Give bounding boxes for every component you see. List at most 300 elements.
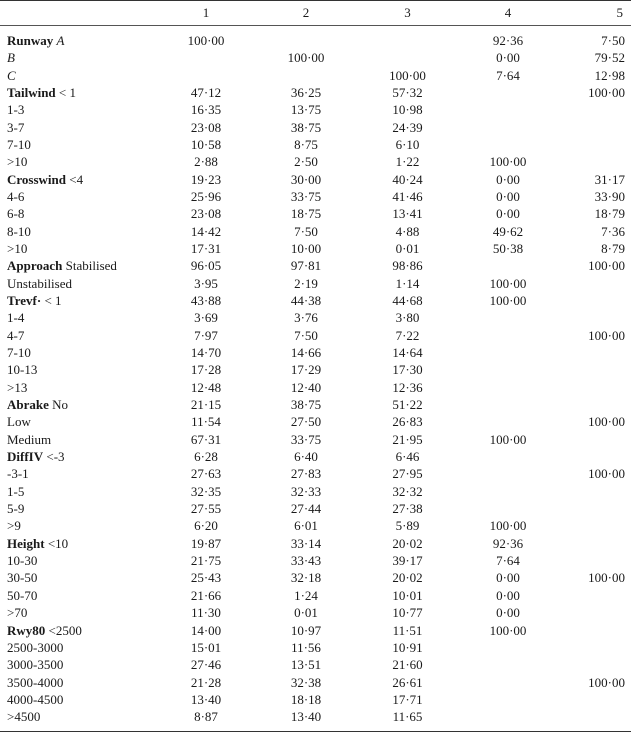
row-label	[0, 587, 156, 604]
table-body	[0, 26, 631, 732]
cell-cluster-5	[557, 292, 631, 309]
cell-cluster-4: 7·64	[496, 553, 520, 569]
cell-cluster-1: 27·46	[190, 657, 222, 673]
cell-cluster-5: 8·79	[601, 240, 625, 256]
table-row	[0, 274, 631, 291]
cell-cluster-1: 17·28	[190, 362, 222, 378]
table-header	[0, 1, 631, 26]
cell-cluster-5: 7·50	[601, 33, 625, 48]
category-label: 1-3	[7, 102, 25, 118]
cell-cluster-4	[459, 257, 557, 274]
row-label	[0, 535, 156, 552]
cell-cluster-1: 25·43	[190, 570, 222, 586]
table-row	[0, 673, 631, 690]
cell-cluster-4: 0·00	[496, 188, 520, 204]
table-row	[0, 517, 631, 534]
cell-cluster-2: 8·75	[294, 136, 318, 152]
cell-cluster-1: 3·69	[194, 310, 218, 326]
cell-cluster-4	[459, 84, 557, 101]
table-row	[0, 483, 631, 500]
cell-cluster-2: 10·00	[290, 240, 322, 256]
table-row	[0, 309, 631, 326]
cell-cluster-3: 26·61	[392, 674, 423, 690]
variable-name: Tailwind	[7, 84, 56, 100]
row-label	[0, 240, 156, 257]
category-label: Medium	[7, 431, 52, 447]
cell-cluster-2	[256, 26, 356, 50]
cell-cluster-5: 100·00	[588, 674, 625, 690]
cell-cluster-5	[557, 535, 631, 552]
category-label: Unstabilised	[7, 275, 72, 291]
cell-cluster-5	[557, 379, 631, 396]
cell-cluster-2: 33·14	[290, 535, 322, 551]
row-label	[0, 639, 156, 656]
table-bottom-rule	[0, 731, 631, 732]
cell-cluster-1: 10·58	[190, 136, 222, 152]
cell-cluster-1	[156, 66, 256, 83]
cell-cluster-3: 21·95	[392, 431, 423, 447]
cell-cluster-2: 18·75	[290, 206, 322, 222]
cell-cluster-3: 10·77	[392, 605, 423, 621]
cell-cluster-2: 1·24	[294, 587, 318, 603]
cell-cluster-1: 15·01	[190, 639, 222, 655]
row-label	[0, 465, 156, 482]
cell-cluster-3: 11·51	[392, 622, 423, 638]
cell-cluster-2: 12·40	[290, 379, 322, 395]
cell-cluster-5	[557, 361, 631, 378]
table-row	[0, 49, 631, 66]
row-label	[0, 413, 156, 430]
cell-cluster-1: 13·40	[190, 691, 222, 707]
variable-name: Abrake	[7, 397, 49, 413]
cell-cluster-1: 8·87	[194, 709, 218, 725]
cell-cluster-5	[557, 621, 631, 638]
cell-cluster-3: 98·86	[392, 258, 423, 274]
cell-cluster-3: 13·41	[392, 206, 423, 222]
table-row	[0, 621, 631, 638]
cell-cluster-4: 0·00	[496, 605, 520, 621]
row-label	[0, 621, 156, 638]
cell-cluster-3: 6·10	[395, 136, 420, 152]
category-label: -3-1	[7, 466, 29, 482]
table-row	[0, 344, 631, 361]
table-row	[0, 136, 631, 153]
row-label	[0, 292, 156, 309]
cell-cluster-3: 17·30	[392, 362, 423, 378]
cell-cluster-3: 5·89	[395, 518, 420, 534]
cell-cluster-5: 100·00	[588, 414, 625, 430]
category-label: B	[7, 50, 15, 66]
row-label	[0, 448, 156, 465]
cell-cluster-3: 17·71	[392, 691, 423, 707]
cell-cluster-4	[459, 465, 557, 482]
cell-cluster-2	[256, 66, 356, 83]
cell-cluster-5	[557, 396, 631, 413]
cell-cluster-1: 32·35	[190, 483, 222, 499]
category-label: A	[56, 33, 65, 48]
cell-cluster-2: 17·29	[290, 362, 322, 378]
cell-cluster-2: 38·75	[290, 119, 322, 135]
cell-cluster-4	[459, 708, 557, 731]
cell-cluster-3: 39·17	[392, 553, 423, 569]
table-row	[0, 465, 631, 482]
table-row	[0, 656, 631, 673]
cell-cluster-4	[459, 413, 557, 430]
cell-cluster-4	[459, 500, 557, 517]
table-row	[0, 153, 631, 170]
category-label: C	[7, 67, 16, 83]
cell-cluster-1: 25·96	[190, 188, 222, 204]
table-row	[0, 708, 631, 731]
cell-cluster-2: 27·50	[290, 414, 322, 430]
cell-cluster-4: 0·00	[496, 587, 520, 603]
cell-cluster-4	[459, 379, 557, 396]
category-label: 4-7	[7, 327, 25, 343]
header-cluster-4: 4	[504, 5, 512, 20]
cell-cluster-5	[557, 153, 631, 170]
cell-cluster-3: 10·01	[392, 587, 423, 603]
table-row	[0, 118, 631, 135]
cell-cluster-1: 19·87	[190, 535, 222, 551]
category-label: <4	[69, 171, 84, 187]
cell-cluster-1: 23·08	[190, 206, 222, 222]
cell-cluster-4	[459, 639, 557, 656]
table-row	[0, 222, 631, 239]
cell-cluster-4	[459, 344, 557, 361]
cell-cluster-3: 3·80	[395, 310, 420, 326]
category-label: 50-70	[7, 587, 38, 603]
cell-cluster-4	[459, 101, 557, 118]
cell-cluster-2: 32·33	[290, 483, 322, 499]
cell-cluster-1: 12·48	[190, 379, 222, 395]
row-label	[0, 222, 156, 239]
category-label: 5-9	[7, 501, 25, 517]
row-label	[0, 327, 156, 344]
cell-cluster-2: 33·43	[290, 553, 322, 569]
cell-cluster-1	[156, 49, 256, 66]
cell-cluster-1: 21·28	[190, 674, 222, 690]
cell-cluster-3: 12·36	[392, 379, 423, 395]
table-row	[0, 448, 631, 465]
cell-cluster-5: 31·17	[594, 171, 625, 187]
table-row	[0, 188, 631, 205]
cell-cluster-4	[459, 327, 557, 344]
category-label: < 1	[44, 292, 62, 308]
row-label	[0, 379, 156, 396]
cell-cluster-5: 7·36	[601, 223, 625, 239]
row-label	[0, 569, 156, 586]
cell-cluster-3: 11·65	[392, 709, 423, 725]
cell-cluster-3: 41·46	[392, 188, 423, 204]
cell-cluster-2: 7·50	[294, 327, 318, 343]
row-label	[0, 517, 156, 534]
table-row	[0, 327, 631, 344]
category-label: 7-10	[7, 136, 31, 152]
row-label	[0, 396, 156, 413]
cell-cluster-3: 4·88	[395, 223, 420, 239]
category-label: 3000-3500	[7, 657, 64, 673]
cell-cluster-5	[557, 552, 631, 569]
category-label: Stabilised	[65, 258, 117, 274]
cell-cluster-1: 11·54	[191, 414, 221, 430]
cell-cluster-3: 20·02	[392, 535, 423, 551]
table-row	[0, 691, 631, 708]
cell-cluster-5	[557, 691, 631, 708]
cell-cluster-1: 21·15	[190, 397, 222, 413]
cell-cluster-2: 33·75	[290, 431, 322, 447]
cell-cluster-5	[557, 448, 631, 465]
cell-cluster-2: 97·81	[290, 258, 322, 274]
cell-cluster-1: 23·08	[190, 119, 222, 135]
cell-cluster-5: 79·52	[594, 50, 625, 66]
table-row	[0, 379, 631, 396]
category-label: 4-6	[7, 188, 25, 204]
cell-cluster-4: 0·00	[496, 171, 520, 187]
cell-cluster-4: 100·00	[489, 292, 527, 308]
category-label: 3500-4000	[7, 674, 64, 690]
table-row	[0, 292, 631, 309]
table-row	[0, 26, 631, 50]
cell-cluster-4: 50·38	[492, 240, 524, 256]
cell-cluster-4	[459, 361, 557, 378]
cell-cluster-4	[459, 136, 557, 153]
cell-cluster-4: 100·00	[489, 622, 527, 638]
cell-cluster-2: 18·18	[290, 691, 322, 707]
cell-cluster-2: 32·38	[290, 674, 322, 690]
category-label: 7-10	[7, 345, 31, 361]
cell-cluster-2: 38·75	[290, 397, 322, 413]
cell-cluster-2: 7·50	[294, 223, 318, 239]
row-label	[0, 431, 156, 448]
cell-cluster-2: 14·66	[290, 345, 322, 361]
cell-cluster-2: 11·56	[291, 639, 321, 655]
cell-cluster-2: 13·51	[290, 657, 322, 673]
cell-cluster-1: 67·31	[190, 431, 222, 447]
cell-cluster-1: 2·88	[194, 154, 218, 170]
cell-cluster-1: 96·05	[190, 258, 222, 274]
cell-cluster-3	[356, 26, 459, 50]
cell-cluster-3: 20·02	[392, 570, 423, 586]
category-label: 10-30	[7, 553, 38, 569]
cell-cluster-4: 100·00	[489, 431, 527, 447]
table-row	[0, 170, 631, 187]
row-label	[0, 49, 156, 66]
variable-name: Approach	[7, 258, 63, 274]
table-row	[0, 413, 631, 430]
row-label	[0, 552, 156, 569]
row-label	[0, 274, 156, 291]
cell-cluster-3: 26·83	[392, 414, 423, 430]
cell-cluster-5: 33·90	[594, 188, 625, 204]
cell-cluster-5	[557, 309, 631, 326]
cell-cluster-1: 6·28	[194, 449, 218, 465]
row-label	[0, 84, 156, 101]
category-label: 2500-3000	[7, 639, 64, 655]
cell-cluster-3: 7·22	[395, 327, 420, 343]
row-label	[0, 118, 156, 135]
table-row	[0, 84, 631, 101]
category-label: <2500	[48, 622, 82, 638]
cell-cluster-1: 14·00	[190, 622, 222, 638]
cell-cluster-4	[459, 483, 557, 500]
category-label: 1-4	[7, 310, 25, 326]
cell-cluster-1: 21·66	[190, 587, 222, 603]
row-label	[0, 708, 156, 731]
category-label: No	[52, 397, 69, 413]
cell-cluster-3: 1·14	[395, 275, 420, 291]
category-label: >10	[7, 154, 28, 170]
cell-cluster-2: 100·00	[287, 50, 325, 66]
cell-cluster-1: 6·20	[194, 518, 218, 534]
cell-cluster-3: 10·91	[392, 639, 423, 655]
row-label	[0, 170, 156, 187]
category-label: 6-8	[7, 206, 25, 222]
cell-cluster-1: 43·88	[190, 292, 222, 308]
cell-cluster-4: 100·00	[489, 154, 527, 170]
header-label-column	[0, 1, 156, 26]
variable-name: Height	[7, 535, 45, 551]
cell-cluster-2: 33·75	[290, 188, 322, 204]
cell-cluster-2: 6·01	[294, 518, 318, 534]
row-label	[0, 604, 156, 621]
cell-cluster-5	[557, 500, 631, 517]
cell-cluster-2: 36·25	[290, 84, 322, 100]
cell-cluster-1: 21·75	[190, 553, 222, 569]
variable-name: Rwy80	[7, 622, 46, 638]
cell-cluster-5: 100·00	[588, 84, 625, 100]
cell-cluster-4: 0·00	[496, 50, 520, 66]
cell-cluster-1: 7·97	[194, 327, 218, 343]
variable-name: Crosswind	[7, 171, 67, 187]
cell-cluster-5	[557, 274, 631, 291]
row-label	[0, 153, 156, 170]
cell-cluster-3: 51·22	[392, 397, 423, 413]
row-label	[0, 309, 156, 326]
table-row	[0, 535, 631, 552]
cell-cluster-5	[557, 604, 631, 621]
cell-cluster-3: 10·98	[392, 102, 423, 118]
table-row	[0, 205, 631, 222]
category-label: Low	[7, 414, 31, 430]
cell-cluster-5	[557, 483, 631, 500]
header-cluster-5: 5	[616, 5, 623, 20]
cell-cluster-5	[557, 587, 631, 604]
category-label: >4500	[7, 709, 41, 725]
category-label: 30-50	[7, 570, 38, 586]
cell-cluster-2: 3·76	[294, 310, 318, 326]
cell-cluster-4: 0·00	[496, 570, 520, 586]
table-row	[0, 604, 631, 621]
category-label: <10	[47, 535, 69, 551]
cell-cluster-1: 27·63	[190, 466, 222, 482]
cell-cluster-5: 18·79	[594, 206, 625, 222]
cell-cluster-3: 57·32	[392, 84, 423, 100]
cell-cluster-4: 7·64	[496, 67, 520, 83]
cell-cluster-3	[356, 49, 459, 66]
row-label	[0, 673, 156, 690]
cell-cluster-2: 6·40	[294, 449, 318, 465]
cell-cluster-4: 100·00	[489, 275, 527, 291]
cell-cluster-3: 14·64	[392, 345, 423, 361]
cell-cluster-5	[557, 344, 631, 361]
row-label	[0, 66, 156, 83]
row-label	[0, 656, 156, 673]
cell-cluster-5	[557, 101, 631, 118]
cell-cluster-3: 24·39	[392, 119, 423, 135]
cell-cluster-1: 16·35	[190, 102, 222, 118]
cell-cluster-2: 2·50	[294, 154, 318, 170]
cell-cluster-3: 32·32	[392, 483, 423, 499]
category-label: >10	[7, 240, 28, 256]
cell-cluster-5: 100·00	[588, 570, 625, 586]
row-label	[0, 205, 156, 222]
category-label: 4000-4500	[7, 691, 64, 707]
table-row	[0, 587, 631, 604]
cell-cluster-5: 100·00	[588, 258, 625, 274]
cell-cluster-5	[557, 708, 631, 731]
table-row	[0, 240, 631, 257]
cell-cluster-3: 6·46	[395, 449, 420, 465]
cell-cluster-4	[459, 118, 557, 135]
cell-cluster-4	[459, 691, 557, 708]
category-label: >13	[7, 379, 28, 395]
cell-cluster-2: 10·97	[290, 622, 322, 638]
cell-cluster-4: 92·36	[492, 33, 524, 48]
header-cluster-1: 1	[202, 5, 210, 20]
table-row	[0, 552, 631, 569]
cell-cluster-4	[459, 448, 557, 465]
cell-cluster-3: 27·95	[392, 466, 423, 482]
cell-cluster-5	[557, 136, 631, 153]
cell-cluster-4: 49·62	[492, 223, 524, 239]
category-label: >9	[7, 518, 21, 534]
cell-cluster-2: 27·44	[290, 501, 322, 517]
row-label	[0, 483, 156, 500]
cell-cluster-4	[459, 656, 557, 673]
cell-cluster-5	[557, 656, 631, 673]
cell-cluster-1: 17·31	[190, 240, 222, 256]
cell-cluster-1: 100·00	[187, 33, 225, 48]
cell-cluster-1: 14·42	[190, 223, 222, 239]
cell-cluster-2: 13·40	[290, 709, 322, 725]
cell-cluster-2: 0·01	[294, 605, 318, 621]
cell-cluster-2: 13·75	[290, 102, 322, 118]
cell-cluster-3: 27·38	[392, 501, 423, 517]
table-row	[0, 639, 631, 656]
cell-cluster-1: 11·30	[191, 605, 221, 621]
cell-cluster-5: 100·00	[588, 327, 625, 343]
header-row	[0, 1, 631, 26]
table-row	[0, 500, 631, 517]
table-row	[0, 396, 631, 413]
cell-cluster-4: 100·00	[489, 518, 527, 534]
category-label: 3-7	[7, 119, 25, 135]
cell-cluster-3: 21·60	[392, 657, 423, 673]
variable-name: Trevf·	[7, 292, 42, 308]
table-row	[0, 569, 631, 586]
cell-cluster-2: 27·83	[290, 466, 322, 482]
header-cluster-3: 3	[404, 5, 411, 20]
cell-cluster-1: 19·23	[190, 171, 222, 187]
row-label	[0, 26, 156, 50]
cell-cluster-2: 30·00	[290, 171, 322, 187]
table-row	[0, 361, 631, 378]
cell-cluster-2: 44·38	[290, 292, 322, 308]
category-label: <-3	[46, 449, 65, 465]
table-row	[0, 66, 631, 83]
cell-cluster-3: 0·01	[395, 240, 420, 256]
row-label	[0, 136, 156, 153]
